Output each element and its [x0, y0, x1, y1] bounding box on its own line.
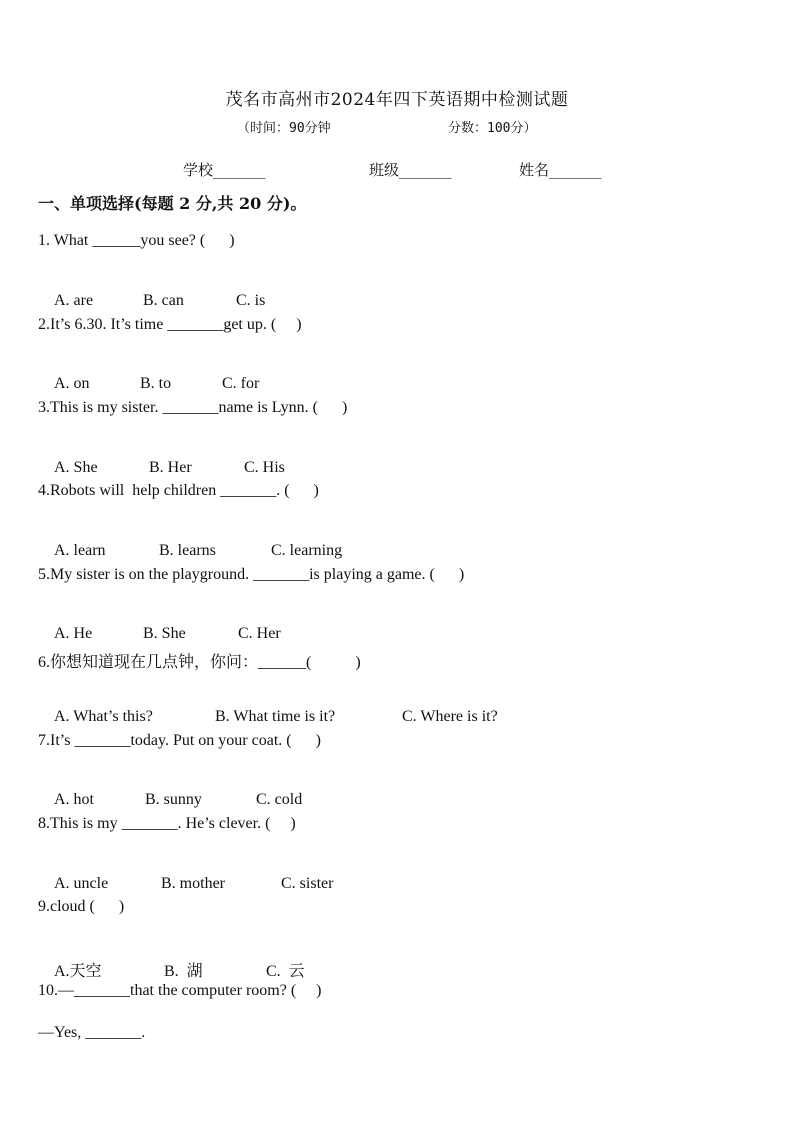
option: A. hot: [54, 791, 94, 808]
option: A. What’s this?: [54, 708, 153, 725]
option: A. learn: [54, 542, 106, 559]
question-stem: 5.My sister is on the playground. _______is playing a game. ( ): [38, 566, 465, 583]
option: C. His: [244, 459, 285, 476]
class-field: 班级_______: [369, 161, 452, 179]
option: B. Her: [149, 459, 192, 476]
question-stem: 7.It’s _______today. Put on your coat. ( ): [38, 732, 321, 749]
option: A. uncle: [54, 875, 109, 892]
option: C. cold: [256, 791, 303, 808]
option: A. He: [54, 625, 93, 642]
option: B. 湖: [164, 963, 203, 980]
option: C. sister: [281, 875, 334, 892]
option: C. Her: [238, 625, 281, 642]
option: B. learns: [159, 542, 216, 559]
option: A. are: [54, 292, 94, 309]
option: C. learning: [271, 542, 343, 559]
option: A.天空: [54, 963, 102, 980]
question-stem: 10.—_______that the computer room? ( ): [38, 982, 322, 999]
question-stem: 8.This is my _______. He’s clever. ( ): [38, 815, 296, 832]
answer-line: —Yes, _______.: [38, 1024, 146, 1041]
option: B. She: [143, 625, 186, 642]
exam-title: 茂名市高州市2024年四下英语期中检测试题: [225, 90, 569, 110]
option: B. can: [143, 292, 184, 309]
question-stem: 4.Robots will help children _______. ( ): [38, 482, 319, 499]
question-stem: 6.你想知道现在几点钟，你问：______( ): [38, 654, 361, 671]
option: B. sunny: [145, 791, 202, 808]
option: C. Where is it?: [402, 708, 498, 725]
option: C. 云: [266, 963, 305, 980]
option: A. She: [54, 459, 98, 476]
school-field: 学校_______: [183, 161, 266, 179]
option: B. mother: [161, 875, 225, 892]
option: B. What time is it?: [215, 708, 336, 725]
exam-score: 分数：100分）: [448, 121, 537, 136]
exam-time: （时间：90分钟: [237, 121, 331, 136]
option: A. on: [54, 375, 90, 392]
question-stem: 1. What ______you see? ( ): [38, 232, 235, 249]
option: C. for: [222, 375, 260, 392]
option: C. is: [236, 292, 266, 309]
name-field: 姓名_______: [519, 161, 602, 179]
question-stem: 9.cloud ( ): [38, 898, 125, 915]
question-stem: 3.This is my sister. _______name is Lynn. ( ): [38, 399, 348, 416]
option: B. to: [140, 375, 172, 392]
section-heading: 一、单项选择(每题 2 分,共 20 分)。: [38, 194, 307, 213]
question-stem: 2.It’s 6.30. It’s time _______get up. ( ): [38, 316, 302, 333]
